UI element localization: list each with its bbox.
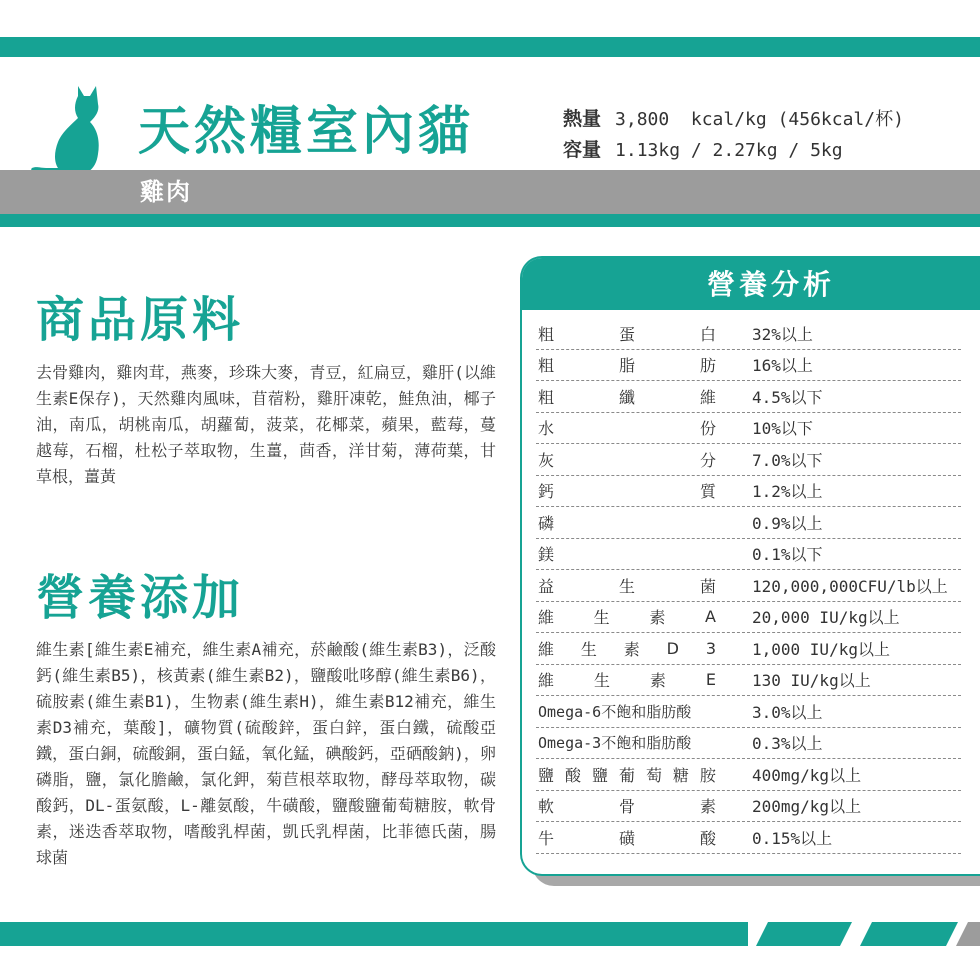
calorie-label: 熱量	[563, 108, 602, 130]
nutrition-row	[536, 507, 961, 539]
nutrient-name-char: 素	[649, 671, 666, 691]
nutrient-name-char: 胺	[699, 765, 716, 785]
product-title: 天然糧室內貓	[138, 101, 475, 162]
nutrient-name	[536, 444, 716, 475]
calorie-line	[563, 104, 904, 135]
nutrient-name-char: 生	[593, 671, 610, 691]
ingredients-heading: 商品原料	[36, 292, 245, 348]
calorie-value: 3,800 kcal/kg (456kcal/杯)	[615, 109, 904, 130]
nutrient-name-char: 份	[699, 419, 716, 439]
top-accent-bar	[0, 37, 980, 57]
nutrient-value: 1,000 IU/kg以上	[752, 639, 890, 659]
nutrient-value: 32%以上	[752, 324, 813, 344]
nutrition-row	[536, 539, 961, 571]
nutrient-name-char: 牛	[538, 828, 555, 848]
nutrient-value: 0.15%以上	[752, 828, 833, 848]
nutrient-name	[536, 475, 716, 506]
nutrient-name	[536, 318, 716, 349]
nutrient-name-char: 維	[538, 608, 555, 628]
nutrient-value: 400mg/kg以上	[752, 765, 862, 785]
nutrient-name	[536, 507, 716, 538]
nutrient-name-char: 菌	[699, 576, 716, 596]
nutrient-name-char: E	[705, 670, 716, 690]
nutrition-row	[536, 822, 961, 854]
nutrient-name-char: 生	[618, 576, 635, 596]
spec-block	[563, 104, 904, 166]
nutrient-name-char: 鎂	[538, 545, 555, 565]
nutrient-name-char: 軟	[538, 797, 555, 817]
bottom-stripe-bar	[0, 922, 980, 946]
nutrient-name-char: A	[705, 607, 716, 627]
nutrient-name-char: 鹽	[538, 765, 555, 785]
nutrient-name-char: 粗	[538, 324, 555, 344]
nutrient-value: 3.0%以上	[752, 702, 823, 722]
nutrient-name-char: 鹽	[591, 765, 608, 785]
nutrient-name-char: 素	[699, 797, 716, 817]
nutrition-row	[536, 665, 961, 697]
nutrient-name-char: 骨	[618, 797, 635, 817]
additives-text: 維生素[維生素E補充，維生素A補充，菸鹼酸(維生素B3)，泛酸鈣(維生素B5)，核黃素(維生素B2)，鹽酸吡哆醇(維生素B6)，硫胺素(維生素B1)，生物素(維生素H)，維生素B12補充，維生素D3補充，葉酸]，礦物質(硫酸鋅，蛋白鋅，蛋白鐵，硫酸亞鐵，蛋白銅，硫酸銅，蛋白錳，氧化錳，碘酸鈣，亞硒酸鈉)，卵磷脂，鹽，氯化膽鹼，氯化鉀，菊苣根萃取物，酵母萃取物，碳酸鈣，DL-蛋氨酸，L-離氨酸，牛磺酸，鹽酸鹽葡萄糖胺，軟骨素，迷迭香萃取物，嗜酸乳桿菌，凱氏乳桿菌，比菲德氏菌，腸球菌	[36, 640, 496, 867]
capacity-line	[563, 135, 904, 166]
nutrient-name-char: 萄	[645, 765, 662, 785]
additives-heading: 營養添加	[36, 570, 245, 626]
nutrition-row	[536, 476, 961, 508]
nutrition-row	[536, 728, 961, 760]
nutrient-name-char: 蛋	[618, 324, 635, 344]
nutrient-name-char: 水	[538, 419, 555, 439]
nutrient-name-char: Omega-6不飽和脂肪酸	[538, 702, 692, 721]
nutrient-name-char: 粗	[538, 387, 555, 407]
nutrient-value: 1.2%以上	[752, 482, 823, 502]
nutrient-name-char: 磷	[538, 513, 555, 533]
nutrient-name	[536, 570, 716, 601]
nutrient-name-char: 磺	[618, 828, 635, 848]
ingredients-text: 去骨雞肉，雞肉茸，燕麥，珍珠大麥，青豆，紅扁豆，雞肝(以維生素E保存)，天然雞肉風味，苜蓿粉，雞肝凍乾，鮭魚油，椰子油，南瓜，胡桃南瓜，胡蘿蔔，菠菜，花椰菜，蘋果，藍莓，蔓越莓，石榴，杜松子萃取物，生薑，茴香，洋甘菊，薄荷葉，甘草根，薑黃	[36, 363, 496, 486]
nutrient-name-char: 益	[538, 576, 555, 596]
nutrition-row	[536, 570, 961, 602]
nutrient-name	[536, 759, 716, 790]
nutrient-value: 4.5%以下	[752, 387, 823, 407]
nutrient-name	[536, 664, 716, 695]
nutrient-name-char: 3	[705, 638, 716, 658]
nutrient-value: 20,000 IU/kg以上	[752, 608, 900, 628]
nutrition-row	[536, 413, 961, 445]
nutrition-row	[536, 791, 961, 823]
nutrient-name	[536, 822, 716, 853]
nutrient-value: 0.9%以上	[752, 513, 823, 533]
nutrition-row	[536, 350, 961, 382]
nutrient-value: 120,000,000CFU/lb以上	[752, 576, 948, 596]
nutrient-name-char: 維	[538, 671, 555, 691]
nutrition-row	[536, 696, 961, 728]
nutrient-name-char: 鈣	[538, 482, 555, 502]
nutrient-name	[536, 349, 716, 380]
capacity-value: 1.13kg / 2.27kg / 5kg	[615, 140, 843, 161]
nutrient-name-char: 酸	[564, 765, 581, 785]
nutrient-value: 130 IU/kg以上	[752, 671, 871, 691]
nutrient-value: 16%以上	[752, 356, 813, 376]
nutrient-name-char: 維	[538, 639, 555, 659]
nutrient-name	[536, 381, 716, 412]
flavor-label: 雞肉	[140, 177, 192, 206]
nutrient-name	[536, 538, 716, 569]
cat-silhouette-icon	[28, 82, 118, 174]
nutrient-name-char: 生	[593, 608, 610, 628]
nutrition-row	[536, 381, 961, 413]
nutrient-name	[536, 412, 716, 443]
nutrient-name-char: 纖	[618, 387, 635, 407]
nutrient-name-char: 素	[623, 639, 640, 659]
nutrient-name-char: 維	[699, 387, 716, 407]
nutrient-name-char: 粗	[538, 356, 555, 376]
nutrient-name-char: 分	[699, 450, 716, 470]
nutrient-name-char: 酸	[699, 828, 716, 848]
nutrient-name	[536, 601, 716, 632]
nutrient-name-char: 素	[649, 608, 666, 628]
nutrient-value: 200mg/kg以上	[752, 797, 862, 817]
nutrient-name-char: 糖	[672, 765, 689, 785]
nutrition-table	[522, 310, 980, 854]
teal-divider	[0, 214, 980, 227]
nutrient-name-char: 脂	[618, 356, 635, 376]
nutrient-name	[536, 633, 716, 664]
nutrient-value: 0.1%以下	[752, 545, 823, 565]
nutrition-heading: 營養分析	[522, 258, 980, 310]
nutrient-name-char: Omega-3不飽和脂肪酸	[538, 734, 692, 753]
nutrition-row	[536, 602, 961, 634]
nutrient-name-char: 肪	[699, 356, 716, 376]
nutrition-row	[536, 444, 961, 476]
nutrition-row	[536, 759, 961, 791]
nutrient-name-char: 葡	[618, 765, 635, 785]
nutrition-row	[536, 318, 961, 350]
capacity-label: 容量	[563, 139, 602, 161]
nutrient-value: 10%以下	[752, 419, 813, 439]
nutrient-name-char: 生	[580, 639, 597, 659]
nutrition-row	[536, 633, 961, 665]
nutrition-panel	[520, 256, 980, 876]
nutrient-value: 0.3%以上	[752, 734, 823, 754]
nutrient-name	[536, 696, 716, 727]
nutrient-name-char: 白	[699, 324, 716, 344]
nutrient-name	[536, 790, 716, 821]
nutrient-name-char: 灰	[538, 450, 555, 470]
nutrient-name-char: 質	[699, 482, 716, 502]
nutrient-name	[536, 727, 716, 758]
nutrient-value: 7.0%以下	[752, 450, 823, 470]
nutrient-name-char: D	[666, 638, 679, 658]
